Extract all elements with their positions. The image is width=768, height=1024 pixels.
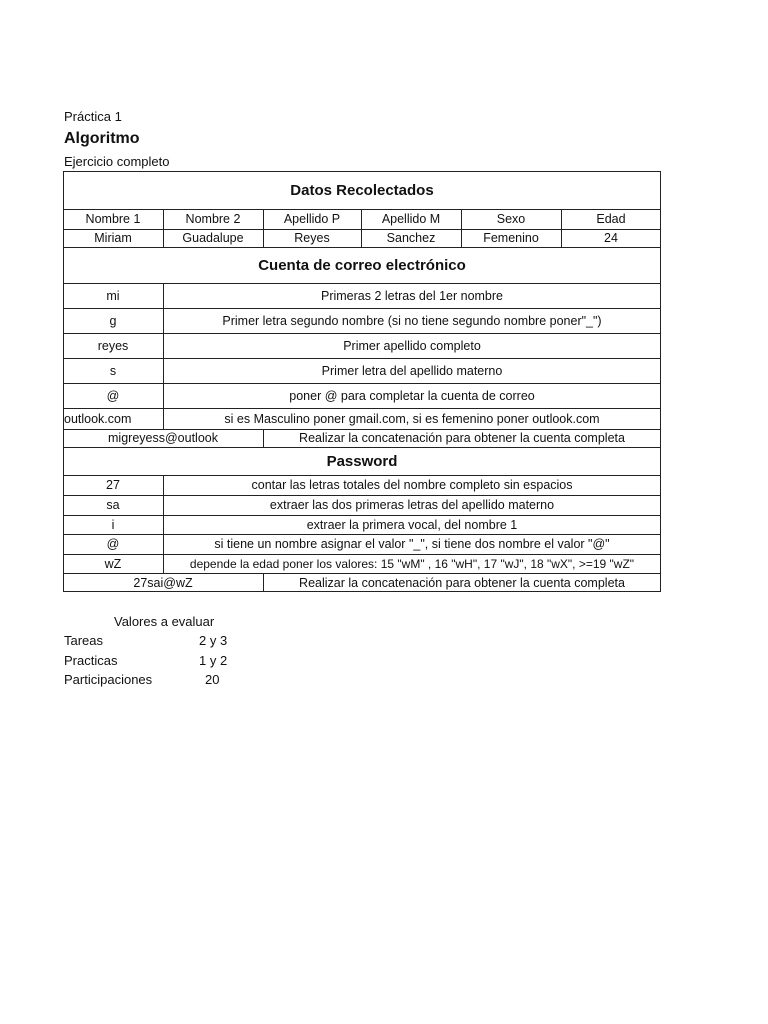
- valores-label-practicas: Practicas: [64, 653, 118, 668]
- value-sexo: Femenino: [483, 231, 539, 245]
- grid-line: [63, 447, 661, 448]
- password-title-row: [63, 447, 661, 475]
- valores-label-tareas: Tareas: [64, 633, 104, 648]
- correo-value: s: [109, 363, 117, 378]
- correo-desc: poner @ para completar la cuenta de correo: [289, 388, 535, 403]
- valores-title: Valores a evaluar: [114, 614, 215, 629]
- password-value: sa: [106, 498, 120, 512]
- correo-row: [63, 358, 661, 383]
- header-nombre-2: Nombre 2: [185, 212, 241, 226]
- grid-line: [163, 475, 164, 573]
- grid-line: [263, 209, 264, 247]
- grid-line: [63, 229, 661, 230]
- correo-result: migreyess@outlook: [108, 431, 218, 445]
- datos-header-row: [63, 209, 661, 229]
- header-sexo: Sexo: [496, 212, 526, 226]
- password-result-row: [63, 573, 661, 592]
- grid-line: [63, 515, 661, 516]
- correo-value: mi: [106, 288, 120, 303]
- correo-row: [63, 308, 661, 333]
- grid-line: [63, 358, 661, 359]
- grid-line: [63, 408, 661, 409]
- password-value: wZ: [104, 556, 122, 571]
- password-desc: extraer las dos primeras letras del apellido materno: [269, 498, 555, 512]
- valores-value-participaciones: 20: [205, 672, 220, 687]
- password-value: i: [111, 517, 115, 532]
- grid-line: [163, 283, 164, 429]
- correo-result-row: [63, 429, 661, 447]
- grid-line: [63, 209, 661, 210]
- correo-title: Cuenta de correo electrónico: [258, 256, 466, 274]
- correo-desc: si es Masculino poner gmail.com, si es femenino poner outlook.com: [224, 411, 600, 426]
- grid-line: [63, 333, 661, 334]
- grid-line: [461, 209, 462, 247]
- grid-line: [63, 308, 661, 309]
- datos-value-row: [63, 229, 661, 247]
- value-apellido-m: Sanchez: [386, 231, 436, 245]
- practice-label: Práctica 1: [64, 109, 122, 124]
- correo-desc: Primer apellido completo: [343, 338, 481, 353]
- valores-value-tareas: 2 y 3: [199, 633, 228, 648]
- value-edad: 24: [604, 231, 618, 245]
- grid-line: [163, 209, 164, 247]
- correo-value: @: [106, 388, 120, 403]
- grid-line: [63, 429, 661, 430]
- password-row: [63, 475, 661, 495]
- correo-value: outlook.com: [64, 411, 132, 426]
- value-nombre-2: Guadalupe: [182, 231, 244, 245]
- datos-title-row: [63, 171, 661, 209]
- grid-line: [63, 383, 661, 384]
- value-apellido-p: Reyes: [294, 231, 330, 245]
- grid-line: [63, 247, 661, 248]
- grid-line: [63, 554, 661, 555]
- correo-value: reyes: [97, 338, 129, 353]
- valores-value-practicas: 1 y 2: [199, 653, 228, 668]
- correo-value: g: [109, 313, 117, 328]
- exercise-label: Ejercicio completo: [64, 154, 170, 169]
- password-row: [63, 515, 661, 534]
- datos-title: Datos Recolectados: [290, 181, 434, 199]
- page-title: Algoritmo: [64, 130, 140, 147]
- password-title: Password: [326, 452, 398, 470]
- grid-line: [63, 283, 661, 284]
- correo-desc: Primeras 2 letras del 1er nombre: [320, 288, 504, 303]
- grid-line: [63, 534, 661, 535]
- grid-line: [561, 209, 562, 247]
- password-value: @: [106, 537, 120, 551]
- password-desc: depende la edad poner los valores: 15 "wM" , 16 "wH", 17 "wJ", 18 "wX", >=19 "wZ": [189, 556, 635, 571]
- header-apellido-m: Apellido M: [381, 212, 441, 226]
- password-desc: extraer la primera vocal, del nombre 1: [306, 517, 518, 532]
- exercise-table: [63, 171, 661, 592]
- password-result: 27sai@wZ: [133, 575, 193, 590]
- correo-row: [63, 383, 661, 408]
- grid-line: [263, 573, 264, 592]
- correo-desc: Primer letra del apellido materno: [321, 363, 503, 378]
- header-nombre-1: Nombre 1: [85, 212, 141, 226]
- grid-line: [361, 209, 362, 247]
- password-result-desc: Realizar la concatenación para obtener la cuenta completa: [299, 575, 625, 590]
- password-desc: contar las letras totales del nombre completo sin espacios: [251, 478, 573, 492]
- value-nombre-1: Miriam: [94, 231, 132, 245]
- header-apellido-p: Apellido P: [283, 212, 341, 226]
- password-row: [63, 554, 661, 573]
- correo-row: [63, 333, 661, 358]
- password-row: [63, 495, 661, 515]
- grid-line: [63, 573, 661, 574]
- correo-row: [63, 408, 661, 429]
- password-value: 27: [106, 478, 120, 492]
- password-row: [63, 534, 661, 554]
- correo-result-desc: Realizar la concatenación para obtener la cuenta completa: [299, 431, 625, 445]
- correo-desc: Primer letra segundo nombre (si no tiene segundo nombre poner"_"): [222, 313, 602, 328]
- password-desc: si tiene un nombre asignar el valor "_", si tiene dos nombre el valor "@": [214, 537, 610, 551]
- valores-label-participaciones: Participaciones: [64, 672, 153, 687]
- correo-title-row: [63, 247, 661, 283]
- grid-line: [63, 475, 661, 476]
- correo-row: [63, 283, 661, 308]
- header-edad: Edad: [596, 212, 626, 226]
- grid-line: [63, 495, 661, 496]
- grid-line: [263, 429, 264, 447]
